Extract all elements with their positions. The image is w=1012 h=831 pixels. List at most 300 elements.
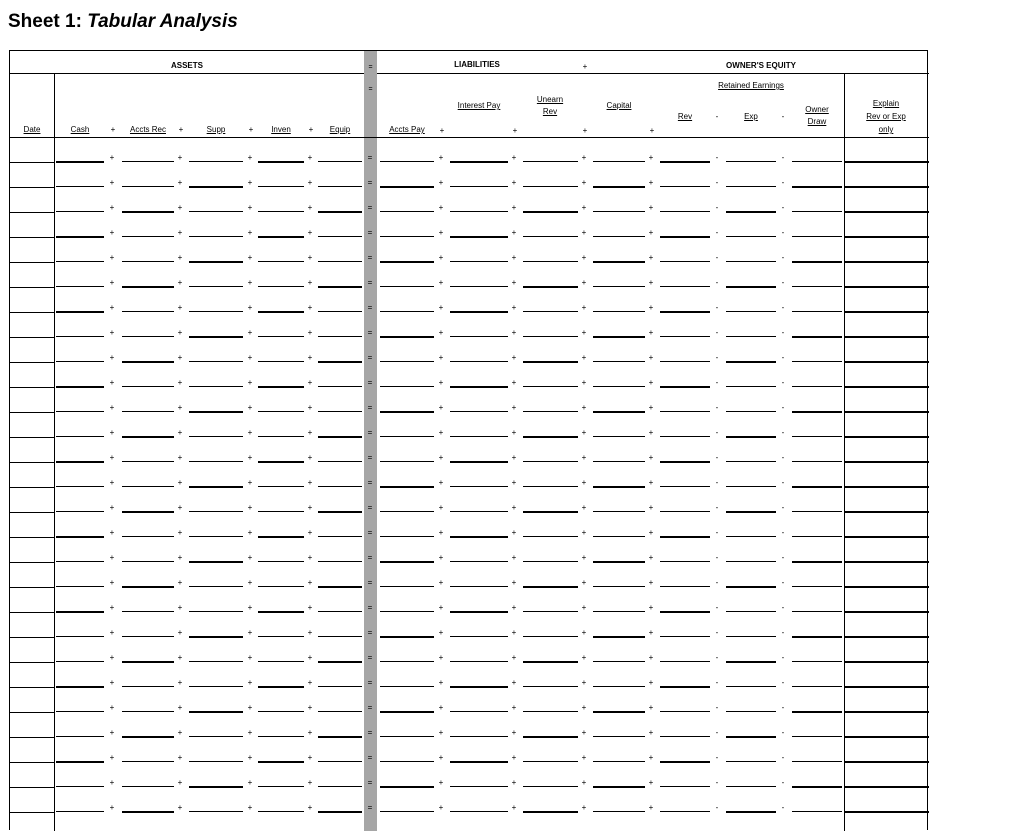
accts-pay-entry[interactable] xyxy=(380,686,434,687)
explain-cell[interactable] xyxy=(845,563,929,586)
equip-entry[interactable] xyxy=(318,386,362,387)
exp-entry[interactable] xyxy=(726,761,776,762)
cash-entry[interactable] xyxy=(56,511,104,512)
explain-cell[interactable] xyxy=(845,513,929,536)
accts-rec-entry[interactable] xyxy=(122,461,174,462)
accts-pay-entry[interactable] xyxy=(380,211,434,212)
equip-entry[interactable] xyxy=(318,761,362,762)
date-cell[interactable] xyxy=(10,513,54,537)
exp-entry[interactable] xyxy=(726,411,776,412)
interest-pay-entry[interactable] xyxy=(450,286,508,287)
rev-entry[interactable] xyxy=(660,636,710,637)
capital-entry[interactable] xyxy=(593,761,645,762)
exp-entry[interactable] xyxy=(726,486,776,487)
exp-entry[interactable] xyxy=(726,561,776,562)
date-cell[interactable] xyxy=(10,638,54,662)
date-cell[interactable] xyxy=(10,288,54,312)
capital-entry[interactable] xyxy=(593,286,645,287)
owner-draw-entry[interactable] xyxy=(792,461,842,462)
op-plus: + xyxy=(109,203,115,212)
accts-rec-entry[interactable] xyxy=(122,186,174,187)
inven-entry[interactable] xyxy=(258,736,304,737)
explain-cell[interactable] xyxy=(845,263,929,286)
interest-pay-entry[interactable] xyxy=(450,786,508,787)
interest-pay-entry[interactable] xyxy=(450,411,508,412)
exp-entry[interactable] xyxy=(726,336,776,337)
inven-entry[interactable] xyxy=(258,436,304,437)
explain-cell[interactable] xyxy=(845,388,929,411)
owner-draw-entry[interactable] xyxy=(792,811,842,812)
op-plus: + xyxy=(648,378,654,387)
exp-entry[interactable] xyxy=(726,536,776,537)
accts-rec-entry[interactable] xyxy=(122,636,174,637)
date-cell[interactable] xyxy=(10,263,54,287)
accts-pay-entry[interactable] xyxy=(380,511,434,512)
capital-entry[interactable] xyxy=(593,461,645,462)
unearn-rev-entry[interactable] xyxy=(523,761,578,762)
exp-entry[interactable] xyxy=(726,636,776,637)
supp-entry[interactable] xyxy=(189,736,243,737)
rev-entry[interactable] xyxy=(660,586,710,587)
unearn-rev-entry[interactable] xyxy=(523,536,578,537)
inven-entry[interactable] xyxy=(258,711,304,712)
equip-entry[interactable] xyxy=(318,161,362,162)
accts-pay-entry[interactable] xyxy=(380,386,434,387)
capital-entry[interactable] xyxy=(593,611,645,612)
owner-draw-entry[interactable] xyxy=(792,236,842,237)
cash-entry[interactable] xyxy=(56,811,104,812)
cash-entry[interactable] xyxy=(56,661,104,662)
cash-entry[interactable] xyxy=(56,186,104,187)
explain-cell[interactable] xyxy=(845,138,929,161)
equip-entry[interactable] xyxy=(318,236,362,237)
interest-pay-entry[interactable] xyxy=(450,436,508,437)
supp-entry[interactable] xyxy=(189,586,243,587)
op-plus: + xyxy=(307,653,313,662)
explain-cell[interactable] xyxy=(845,538,929,561)
equip-entry[interactable] xyxy=(318,811,362,813)
accts-pay-entry[interactable] xyxy=(380,611,434,612)
owner-draw-entry[interactable] xyxy=(792,736,842,737)
accts-rec-entry[interactable] xyxy=(122,561,174,562)
op-plus: + xyxy=(511,803,517,812)
op-plus: + xyxy=(648,753,654,762)
rev-entry[interactable] xyxy=(660,486,710,487)
accts-rec-entry[interactable] xyxy=(122,536,174,537)
explain-cell[interactable] xyxy=(845,613,929,636)
rev-entry[interactable] xyxy=(660,336,710,337)
interest-pay-entry[interactable] xyxy=(450,811,508,812)
cash-entry[interactable] xyxy=(56,411,104,412)
op-minus: - xyxy=(715,628,719,637)
op-plus: + xyxy=(438,628,444,637)
inven-entry[interactable] xyxy=(258,486,304,487)
cash-entry[interactable] xyxy=(56,786,104,787)
rev-entry[interactable] xyxy=(660,661,710,662)
explain-row-line xyxy=(845,811,929,813)
inven-entry[interactable] xyxy=(258,286,304,287)
op-plus-4: + xyxy=(308,125,314,134)
accts-pay-entry[interactable] xyxy=(380,536,434,537)
cash-entry[interactable] xyxy=(56,361,104,362)
accts-pay-entry[interactable] xyxy=(380,661,434,662)
rev-entry[interactable] xyxy=(660,211,710,212)
equip-entry[interactable] xyxy=(318,261,362,262)
rev-entry[interactable] xyxy=(660,811,710,812)
unearn-rev-entry[interactable] xyxy=(523,611,578,612)
date-cell[interactable] xyxy=(10,363,54,387)
accts-rec-entry[interactable] xyxy=(122,711,174,712)
capital-entry[interactable] xyxy=(593,311,645,312)
explain-cell[interactable] xyxy=(845,788,929,811)
inven-entry[interactable] xyxy=(258,186,304,187)
unearn-rev-entry[interactable] xyxy=(523,311,578,312)
capital-entry[interactable] xyxy=(593,586,645,587)
supp-entry[interactable] xyxy=(189,761,243,762)
cash-entry[interactable] xyxy=(56,561,104,562)
accts-pay-entry[interactable] xyxy=(380,461,434,462)
supp-entry[interactable] xyxy=(189,811,243,812)
inven-entry[interactable] xyxy=(258,336,304,337)
unearn-rev-entry[interactable] xyxy=(523,236,578,237)
equip-entry[interactable] xyxy=(318,786,362,787)
cash-entry[interactable] xyxy=(56,586,104,587)
explain-cell[interactable] xyxy=(845,238,929,261)
capital-entry[interactable] xyxy=(593,436,645,437)
date-cell[interactable] xyxy=(10,538,54,562)
date-cell[interactable] xyxy=(10,488,54,512)
unearn-rev-entry[interactable] xyxy=(523,411,578,412)
exp-entry[interactable] xyxy=(726,236,776,237)
rev-entry[interactable] xyxy=(660,711,710,712)
equip-entry[interactable] xyxy=(318,411,362,412)
op-plus: + xyxy=(648,503,654,512)
interest-pay-entry[interactable] xyxy=(450,711,508,712)
rev-entry[interactable] xyxy=(660,436,710,437)
owner-draw-entry[interactable] xyxy=(792,361,842,362)
interest-pay-entry[interactable] xyxy=(450,336,508,337)
equip-entry[interactable] xyxy=(318,686,362,687)
inven-entry[interactable] xyxy=(258,361,304,362)
interest-pay-entry[interactable] xyxy=(450,511,508,512)
exp-entry[interactable] xyxy=(726,711,776,712)
rev-entry[interactable] xyxy=(660,186,710,187)
interest-pay-entry[interactable] xyxy=(450,736,508,737)
inven-entry[interactable] xyxy=(258,786,304,787)
accts-pay-entry[interactable] xyxy=(380,161,434,162)
owner-draw-entry[interactable] xyxy=(792,161,842,162)
owner-draw-entry[interactable] xyxy=(792,611,842,612)
exp-entry[interactable] xyxy=(726,686,776,687)
unearn-rev-entry[interactable] xyxy=(523,486,578,487)
date-cell[interactable] xyxy=(10,588,54,612)
cash-entry[interactable] xyxy=(56,286,104,287)
explain-cell[interactable] xyxy=(845,663,929,686)
col-unearn-rev-line1: Unearn xyxy=(536,95,564,104)
unearn-rev-entry[interactable] xyxy=(523,811,578,813)
supp-entry[interactable] xyxy=(189,311,243,312)
capital-entry[interactable] xyxy=(593,511,645,512)
unearn-rev-entry[interactable] xyxy=(523,636,578,637)
accts-rec-entry[interactable] xyxy=(122,411,174,412)
rev-entry[interactable] xyxy=(660,786,710,787)
op-plus: + xyxy=(581,478,587,487)
explain-cell[interactable] xyxy=(845,438,929,461)
equip-entry[interactable] xyxy=(318,311,362,312)
explain-cell[interactable] xyxy=(845,688,929,711)
interest-pay-entry[interactable] xyxy=(450,261,508,262)
supp-entry[interactable] xyxy=(189,511,243,512)
inven-entry[interactable] xyxy=(258,411,304,412)
accts-pay-entry[interactable] xyxy=(380,761,434,762)
accts-rec-entry[interactable] xyxy=(122,311,174,312)
supp-entry[interactable] xyxy=(189,686,243,687)
interest-pay-entry[interactable] xyxy=(450,211,508,212)
explain-cell[interactable] xyxy=(845,313,929,336)
interest-pay-entry[interactable] xyxy=(450,636,508,637)
equip-entry[interactable] xyxy=(318,461,362,462)
explain-cell[interactable] xyxy=(845,363,929,386)
explain-cell[interactable] xyxy=(845,463,929,486)
date-cell[interactable] xyxy=(10,388,54,412)
rev-entry[interactable] xyxy=(660,261,710,262)
interest-pay-entry[interactable] xyxy=(450,361,508,362)
rev-entry[interactable] xyxy=(660,561,710,562)
exp-entry[interactable] xyxy=(726,186,776,187)
accts-rec-entry[interactable] xyxy=(122,486,174,487)
op-plus: + xyxy=(438,803,444,812)
inven-entry[interactable] xyxy=(258,561,304,562)
unearn-rev-entry[interactable] xyxy=(523,711,578,712)
interest-pay-entry[interactable] xyxy=(450,186,508,187)
date-cell[interactable] xyxy=(10,663,54,687)
date-cell[interactable] xyxy=(10,213,54,237)
exp-entry[interactable] xyxy=(726,611,776,612)
op-plus: + xyxy=(307,628,313,637)
date-cell[interactable] xyxy=(10,413,54,437)
inven-entry[interactable] xyxy=(258,636,304,637)
date-cell[interactable] xyxy=(10,563,54,587)
explain-cell[interactable] xyxy=(845,338,929,361)
inven-entry[interactable] xyxy=(258,661,304,662)
date-cell[interactable] xyxy=(10,138,54,162)
owner-draw-entry[interactable] xyxy=(792,436,842,437)
op-minus: - xyxy=(781,628,785,637)
explain-cell[interactable] xyxy=(845,763,929,786)
supp-entry[interactable] xyxy=(189,661,243,662)
explain-cell[interactable] xyxy=(845,638,929,661)
accts-rec-entry[interactable] xyxy=(122,761,174,762)
op-plus: + xyxy=(511,678,517,687)
supp-entry[interactable] xyxy=(189,286,243,287)
owner-draw-entry[interactable] xyxy=(792,661,842,662)
explain-cell[interactable] xyxy=(845,738,929,761)
accts-pay-entry[interactable] xyxy=(380,286,434,287)
date-cell[interactable] xyxy=(10,613,54,637)
explain-cell[interactable] xyxy=(845,163,929,186)
unearn-rev-entry[interactable] xyxy=(523,561,578,562)
capital-entry[interactable] xyxy=(593,386,645,387)
cash-entry[interactable] xyxy=(56,336,104,337)
exp-entry[interactable] xyxy=(726,386,776,387)
op-plus: + xyxy=(109,653,115,662)
accts-rec-entry[interactable] xyxy=(122,786,174,787)
date-cell[interactable] xyxy=(10,313,54,337)
supp-entry[interactable] xyxy=(189,211,243,212)
inven-entry[interactable] xyxy=(258,511,304,512)
accts-rec-entry[interactable] xyxy=(122,811,174,813)
date-cell[interactable] xyxy=(10,713,54,737)
cash-entry[interactable] xyxy=(56,261,104,262)
accts-pay-entry[interactable] xyxy=(380,311,434,312)
explain-cell[interactable] xyxy=(845,288,929,311)
op-plus: + xyxy=(247,678,253,687)
capital-entry[interactable] xyxy=(593,536,645,537)
interest-pay-entry[interactable] xyxy=(450,486,508,487)
rev-entry[interactable] xyxy=(660,361,710,362)
cash-entry[interactable] xyxy=(56,436,104,437)
capital-entry[interactable] xyxy=(593,661,645,662)
owner-draw-entry[interactable] xyxy=(792,686,842,687)
date-cell[interactable] xyxy=(10,688,54,712)
supp-entry[interactable] xyxy=(189,161,243,162)
inven-entry[interactable] xyxy=(258,811,304,812)
rev-entry[interactable] xyxy=(660,511,710,512)
owner-draw-entry[interactable] xyxy=(792,586,842,587)
unearn-rev-entry[interactable] xyxy=(523,336,578,337)
owner-draw-entry[interactable] xyxy=(792,386,842,387)
date-cell[interactable] xyxy=(10,338,54,362)
interest-pay-entry[interactable] xyxy=(450,661,508,662)
accts-pay-entry[interactable] xyxy=(380,236,434,237)
accts-pay-entry[interactable] xyxy=(380,736,434,737)
supp-entry[interactable] xyxy=(189,611,243,612)
owner-draw-entry[interactable] xyxy=(792,761,842,762)
cash-entry[interactable] xyxy=(56,636,104,637)
date-cell[interactable] xyxy=(10,163,54,187)
accts-pay-entry[interactable] xyxy=(380,811,434,812)
supp-entry[interactable] xyxy=(189,436,243,437)
capital-entry[interactable] xyxy=(593,361,645,362)
owner-draw-entry[interactable] xyxy=(792,536,842,537)
date-cell[interactable] xyxy=(10,463,54,487)
date-cell[interactable] xyxy=(10,438,54,462)
equip-entry[interactable] xyxy=(318,186,362,187)
accts-pay-entry[interactable] xyxy=(380,361,434,362)
cash-entry[interactable] xyxy=(56,711,104,712)
explain-cell[interactable] xyxy=(845,713,929,736)
unearn-rev-entry[interactable] xyxy=(523,261,578,262)
rev-entry[interactable] xyxy=(660,411,710,412)
cash-entry[interactable] xyxy=(56,736,104,737)
owner-draw-entry[interactable] xyxy=(792,286,842,287)
unearn-rev-entry[interactable] xyxy=(523,186,578,187)
table-row xyxy=(10,563,929,588)
explain-cell[interactable] xyxy=(845,413,929,436)
explain-cell[interactable] xyxy=(845,213,929,236)
capital-entry[interactable] xyxy=(593,686,645,687)
exp-entry[interactable] xyxy=(726,311,776,312)
supp-entry[interactable] xyxy=(189,386,243,387)
inven-entry[interactable] xyxy=(258,586,304,587)
accts-pay-entry[interactable] xyxy=(380,436,434,437)
inven-entry[interactable] xyxy=(258,211,304,212)
owner-draw-entry[interactable] xyxy=(792,511,842,512)
capital-entry[interactable] xyxy=(593,811,645,812)
unearn-rev-entry[interactable] xyxy=(523,161,578,162)
explain-cell[interactable] xyxy=(845,588,929,611)
op-plus-5: + xyxy=(439,126,445,135)
owner-draw-entry[interactable] xyxy=(792,211,842,212)
accts-rec-entry[interactable] xyxy=(122,336,174,337)
interest-pay-entry[interactable] xyxy=(450,586,508,587)
cash-entry[interactable] xyxy=(56,211,104,212)
accts-rec-entry[interactable] xyxy=(122,686,174,687)
equip-entry[interactable] xyxy=(318,486,362,487)
supp-entry[interactable] xyxy=(189,536,243,537)
inven-entry[interactable] xyxy=(258,261,304,262)
unearn-rev-entry[interactable] xyxy=(523,461,578,462)
accts-rec-entry[interactable] xyxy=(122,611,174,612)
exp-entry[interactable] xyxy=(726,811,776,813)
capital-entry[interactable] xyxy=(593,211,645,212)
date-cell[interactable] xyxy=(10,188,54,212)
accts-rec-entry[interactable] xyxy=(122,236,174,237)
accts-rec-entry[interactable] xyxy=(122,386,174,387)
unearn-rev-entry[interactable] xyxy=(523,786,578,787)
equip-entry[interactable] xyxy=(318,611,362,612)
op-plus: + xyxy=(511,203,517,212)
supp-entry[interactable] xyxy=(189,461,243,462)
equip-entry[interactable] xyxy=(318,711,362,712)
interest-pay-entry[interactable] xyxy=(450,561,508,562)
capital-entry[interactable] xyxy=(593,236,645,237)
explain-cell[interactable] xyxy=(845,488,929,511)
date-cell[interactable] xyxy=(10,788,54,812)
exp-entry[interactable] xyxy=(726,261,776,262)
equip-entry[interactable] xyxy=(318,536,362,537)
col-equip: Equip xyxy=(329,125,351,134)
capital-entry[interactable] xyxy=(593,736,645,737)
date-cell[interactable] xyxy=(10,238,54,262)
rev-entry[interactable] xyxy=(660,736,710,737)
equip-entry[interactable] xyxy=(318,561,362,562)
date-cell[interactable] xyxy=(10,738,54,762)
cash-entry[interactable] xyxy=(56,486,104,487)
exp-entry[interactable] xyxy=(726,161,776,162)
explain-cell[interactable] xyxy=(845,188,929,211)
op-plus: + xyxy=(648,653,654,662)
exp-entry[interactable] xyxy=(726,786,776,787)
exp-entry[interactable] xyxy=(726,461,776,462)
accts-rec-entry[interactable] xyxy=(122,161,174,162)
accts-rec-entry[interactable] xyxy=(122,261,174,262)
op-plus: + xyxy=(109,403,115,412)
equip-entry[interactable] xyxy=(318,636,362,637)
rev-entry[interactable] xyxy=(660,286,710,287)
unearn-rev-entry[interactable] xyxy=(523,686,578,687)
supp-entry[interactable] xyxy=(189,361,243,362)
supp-entry[interactable] xyxy=(189,236,243,237)
owner-draw-entry[interactable] xyxy=(792,311,842,312)
unearn-rev-entry[interactable] xyxy=(523,386,578,387)
accts-pay-entry[interactable] xyxy=(380,586,434,587)
date-cell[interactable] xyxy=(10,763,54,787)
capital-entry[interactable] xyxy=(593,161,645,162)
equip-entry[interactable] xyxy=(318,336,362,337)
col-unearn-rev-line2: Rev xyxy=(542,107,558,116)
op-plus: + xyxy=(109,578,115,587)
